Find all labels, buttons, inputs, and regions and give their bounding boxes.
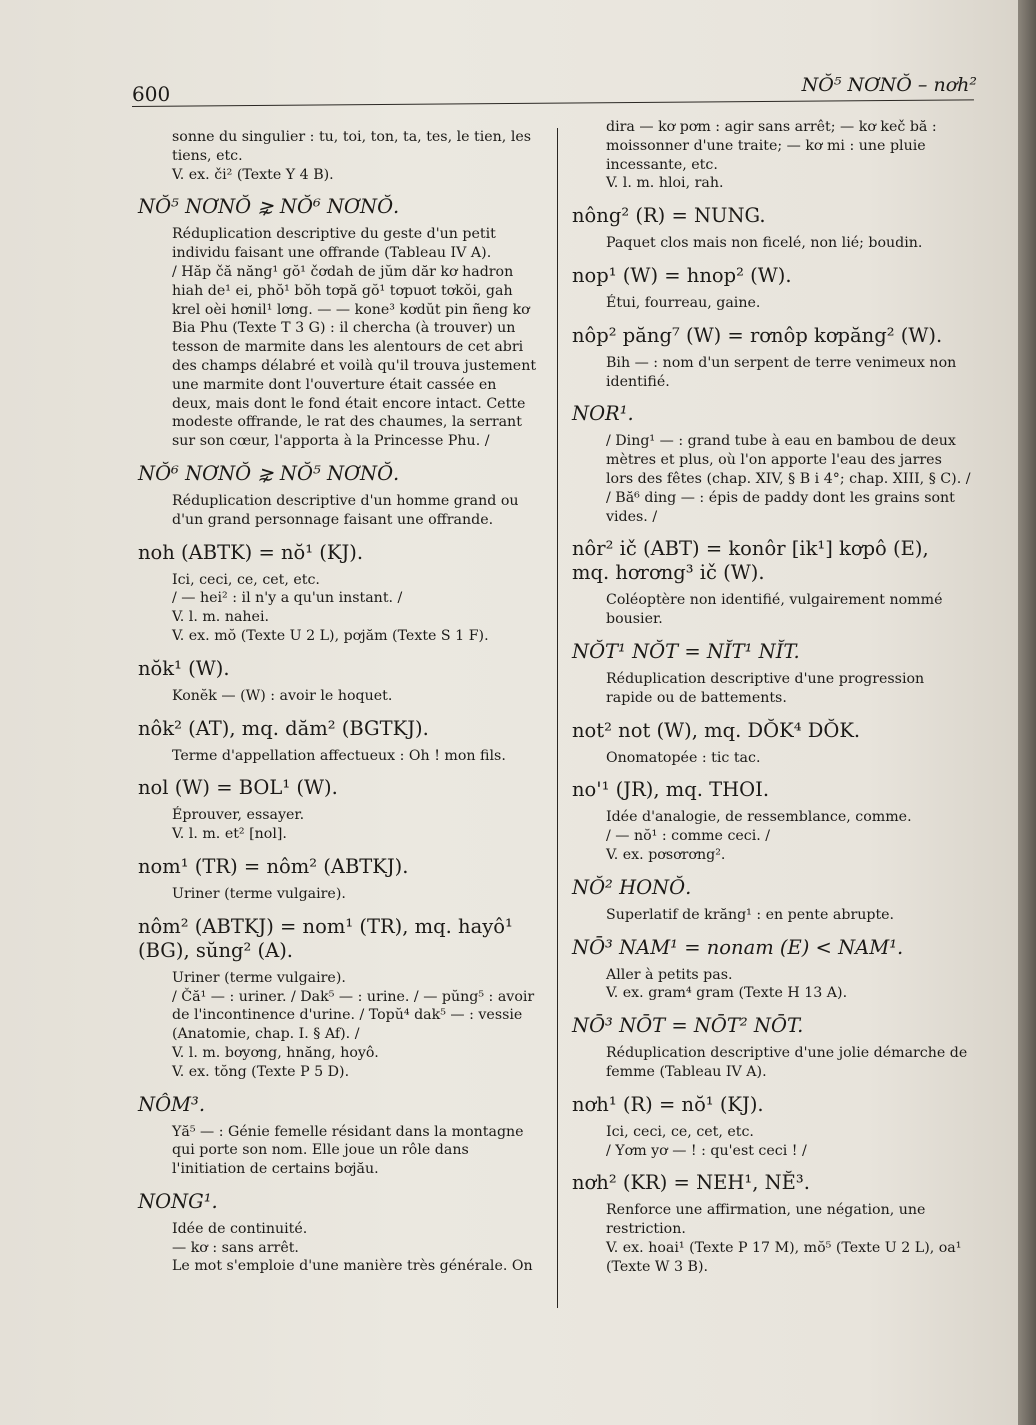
running-head: NŎ⁵ NƠNŎ – nơh² (801, 74, 977, 96)
entry-headword: nôm² (ABTKJ) = nom¹ (TR), mq. hayô¹ (BG), sŭng² (A). (138, 914, 513, 962)
entry-headword: NŌ³ NŌT = NŌT² NŌT. (572, 1014, 804, 1038)
entry-text: Idée d'analogie, de ressemblance, comme. (606, 809, 912, 826)
entry-text: Terme d'appellation affectueux : Oh ! mon fils. (172, 747, 506, 764)
entry-text: Paquet clos mais non ficelé, non lié; boudin. (606, 235, 923, 252)
entry-text: — kơ : sans arrêt. (172, 1239, 299, 1256)
entry-text: Bih — : nom d'un serpent de terre venimeux non identifié. (606, 354, 957, 390)
entry-text: / — nŏ¹ : comme ceci. / (606, 828, 771, 845)
entry-text: V. ex. gram⁴ gram (Texte H 13 A). (606, 985, 848, 1002)
entry-headword: nôr² ič (ABT) = konôr [ik¹] kơpô (E), mq. hơrơng³ ič (W). (572, 537, 929, 585)
left-column (138, 128, 540, 1276)
entry-text: Renforce une affirmation, une négation, une restriction. (606, 1202, 926, 1238)
entry-text: V. ex. či² (Texte Y 4 B). (172, 166, 334, 183)
entry-headword: nôk² (AT), mq. dăm² (BGTKJ). (138, 716, 429, 740)
entry-text: Superlatif de krăng¹ : en pente abrupte. (606, 906, 895, 923)
entry-text: Le mot s'emploie d'une manière très générale. On (172, 1258, 533, 1275)
entry-headword: nông² (R) = NUNG. (572, 204, 766, 228)
entry-text: Ici, ceci, ce, cet, etc. (172, 571, 320, 588)
entry-headword: NÔM³. (138, 1092, 206, 1116)
entry-text: V. l. m. et² [nol]. (172, 826, 287, 843)
entry-text: / Ding¹ — : grand tube à eau en bambou de deux mètres et plus, où l'on apporte l'eau des jarres lors des fêtes (chap. XIV, § B i 4°; chap. XIII, § C). / (606, 433, 971, 487)
entry-headword: nol (W) = BOL¹ (W). (138, 776, 338, 800)
entry-text: Éprouver, essayer. (172, 807, 305, 824)
page-number: 600 (132, 82, 171, 106)
entry-text: sonne du singulier : tu, toi, ton, ta, tes, le tien, les tiens, etc. (172, 129, 532, 164)
entry-text: dira — kơ pơm : agir sans arrêt; — kơ keč bă : moissonner d'une traite; — kơ mi : une pluie incessante, etc. (606, 119, 937, 173)
entry-text: V. ex. tŏng (Texte P 5 D). (172, 1063, 350, 1080)
entry-text: / Bă⁶ ding — : épis de paddy dont les grains sont vides. / (606, 489, 955, 525)
entry-text: / Čă¹ — : uriner. / Dak⁵ — : urine. / — pŭng⁵ : avoir de l'incontinence d'urine. / Topŭ⁴ dak⁵ — : vessie (Anatomie, chap. I. § Af). / (172, 988, 535, 1043)
entry-text: / Hăp čă năng¹ gŏ¹ čơdah de jŭm dăr kơ hadron hiah de¹ ei, phŏ¹ bŏh tơpă gŏ¹ tơpuơt tơkŏi, gah krel oèi hơnil¹ lơng. — — kone³ kơdŭt pin ñeng kơ Bia Phu (Texte T 3 G) : il chercha (à trouver) un tesson de marmite dans les alentours de cet abri des champs délabré et voilà qu'il trouva justement une marmite dont l'ouverture était cassée en deux, mais dont le fond était encore intact. Cette modeste offrande, le rat des chaumes, la serrant sur son cœur, l'apporta à la Princesse Phu. / (172, 263, 537, 450)
entry-headword: NŎ⁵ NƠNŎ ⋧ NŎ⁶ NƠNŎ. (138, 195, 400, 219)
entry-text: Aller à petits pas. (606, 966, 733, 983)
entry-text: Réduplication descriptive d'une jolie démarche de femme (Tableau IV A). (606, 1045, 968, 1080)
entry-text: Ici, ceci, ce, cet, etc. (606, 1123, 754, 1140)
entry-headword: nơh² (KR) = NEH¹, NĔ³. (572, 1171, 810, 1195)
right-column (572, 118, 972, 1277)
entry-headword: nôp² păng⁷ (W) = rơnôp kơpăng² (W). (572, 323, 943, 347)
entry-headword: nơh¹ (R) = nŏ¹ (KJ). (572, 1092, 764, 1116)
entry-headword: nŏk¹ (W). (138, 656, 230, 680)
entry-headword: NONG¹. (138, 1189, 218, 1213)
entry-text: Réduplication descriptive du geste d'un petit individu faisant une offrande (Tableau IV A). (172, 226, 496, 262)
entry-text: Konĕk — (W) : avoir le hoquet. (172, 687, 393, 704)
entry-text: Onomatopée : tic tac. (606, 749, 761, 766)
column-divider (557, 128, 558, 1308)
entry-text: Étui, fourreau, gaine. (606, 294, 761, 311)
entry-headword: nom¹ (TR) = nôm² (ABTKJ). (138, 854, 409, 878)
entry-text: / — hei² : il n'y a qu'un instant. / (172, 590, 403, 607)
entry-headword: NŎT¹ NŎT = NĬT¹ NĬT. (572, 639, 800, 663)
entry-headword: NOR¹. (572, 402, 634, 426)
entry-text: Coléoptère non identifié, vulgairement nommé bousier. (606, 592, 943, 628)
entry-headword: no'¹ (JR), mq. THOI. (572, 778, 770, 802)
entry-text: / Yơm yơ — ! : qu'est ceci ! / (606, 1142, 807, 1159)
page-edge (1018, 0, 1036, 1425)
entry-text: V. ex. hoai¹ (Texte P 17 M), mŏ⁵ (Texte U 2 L), oa¹ (Texte W 3 B). (606, 1239, 962, 1275)
entry-text: V. ex. mŏ (Texte U 2 L), pơjăm (Texte S 1 F). (172, 627, 489, 644)
entry-text: Idée de continuité. (172, 1220, 308, 1237)
entry-text: Uriner (terme vulgaire). (172, 969, 346, 986)
entry-text: Réduplication descriptive d'une progression rapide ou de battements. (606, 670, 925, 706)
entry-text: Uriner (terme vulgaire). (172, 885, 346, 902)
entry-headword: not² not (W), mq. DŎK⁴ DŎK. (572, 718, 861, 742)
entry-headword: NŌ³ NAM¹ = nonam (E) < NAM¹. (572, 935, 904, 959)
entry-headword: NŎ⁶ NƠNŎ ⋧ NŎ⁵ NƠNŎ. (138, 461, 400, 485)
entry-text: V. l. m. nahei. (172, 609, 269, 626)
entry-text: V. l. m. hloi, rah. (606, 175, 724, 192)
entry-headword: nop¹ (W) = hnop² (W). (572, 263, 792, 287)
entry-headword: NŎ² HONŎ. (572, 875, 692, 899)
entry-text: V. ex. pơsơrơng². (606, 846, 726, 863)
entry-text: Yă⁵ — : Génie femelle résidant dans la montagne qui porte son nom. Elle joue un rôle dans l'initiation de certains bơjău. (172, 1123, 524, 1178)
entry-text: V. l. m. bơyơng, hnăng, hoyô. (172, 1044, 379, 1061)
entry-text: Réduplication descriptive d'un homme grand ou d'un grand personnage faisant une offrande. (172, 492, 519, 528)
entry-headword: noh (ABTK) = nŏ¹ (KJ). (138, 540, 364, 564)
